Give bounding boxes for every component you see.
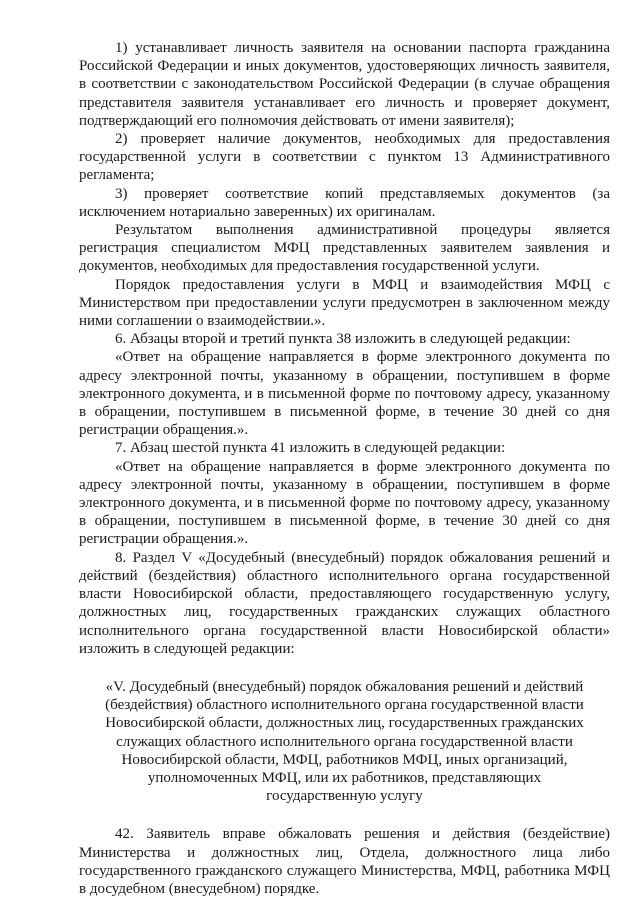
paragraph-amendment-8: 8. Раздел V «Досудебный (внесудебный) порядок обжалования решений и действий (бездействия) областного исполнительного органа государственной власти Новосибирской области, предоставляющего государственную услугу, должностных лиц, государственных гражданских служащих областного исполнительного органа государственной власти Новосибирской области» изложить в следующей редакции: bbox=[79, 549, 610, 657]
paragraph-result: Результатом выполнения административной процедуры является регистрация специалистом МФЦ представленных заявителем заявления и документов, необходимых для предоставления государственной услуги. bbox=[79, 222, 610, 275]
section-heading: «V. Досудебный (внесудебный) порядок обжалования решений и действий (бездействия) областного исполнительного органа государственной власти Новосибирской области, должностных лиц, государственных гражданских служащих областного исполнительного органа государственной власти Новосибирской области, МФЦ, работников МФЦ, иных организаций, уполномоченных МФЦ, или их работников, представляющих государственную услугу bbox=[105, 678, 584, 805]
spacer bbox=[79, 658, 610, 678]
document-page bbox=[79, 39, 610, 898]
paragraph-amendment-7: 7. Абзац шестой пункта 41 изложить в следующей редакции: bbox=[115, 440, 506, 457]
paragraph-quote-38: «Ответ на обращение направляется в форме электронного документа по адресу электронной почты, указанному в обращении, поступившем в форме электронного документа, и в письменной форме по почтовому адресу, указанному в обращении, поступившем в письменной форме, в течение 30 дней со дня регистрации обращения.». bbox=[79, 349, 610, 439]
paragraph-item-1: 1) устанавливает личность заявителя на основании паспорта гражданина Российской Федерации и иных документов, удостоверяющих личность заявителя, в соответствии с законодательством Российской Федерации (в случае обращения представителя заявителя устанавливает его личность и проверяет документ, подтверждающий его полномочия действовать от имени заявителя); bbox=[79, 40, 610, 129]
spacer bbox=[79, 805, 610, 825]
paragraph-amendment-6: 6. Абзацы второй и третий пункта 38 изложить в следующей редакции: bbox=[115, 331, 571, 348]
paragraph-42: 42. Заявитель вправе обжаловать решения и действия (бездействие) Министерства и должностных лиц, Отдела, должностного лица либо государственного гражданского служащего Министерства, МФЦ, работника МФЦ в досудебном (внесудебном) порядке. bbox=[79, 826, 610, 897]
paragraph-item-2: 2) проверяет наличие документов, необходимых для предоставления государственной услуги в соответствии с пунктом 13 Административного регламента; bbox=[79, 131, 610, 184]
paragraph-quote-41: «Ответ на обращение направляется в форме электронного документа по адресу электронной почты, указанному в обращении, поступившем в форме электронного документа, и в письменной форме по почтовому адресу, указанному в обращении, поступившем в письменной форме, в течение 30 дней со дня регистрации обращения.». bbox=[79, 458, 610, 548]
paragraph-mfc-procedure: Порядок предоставления услуги в МФЦ и взаимодействия МФЦ с Министерством при предоставлении услуги предусмотрен в заключенном между ними соглашении о взаимодействии.». bbox=[79, 276, 610, 330]
paragraph-item-3: 3) проверяет соответствие копий представляемых документов (за исключением нотариально заверенных) их оригиналам. bbox=[79, 185, 610, 220]
